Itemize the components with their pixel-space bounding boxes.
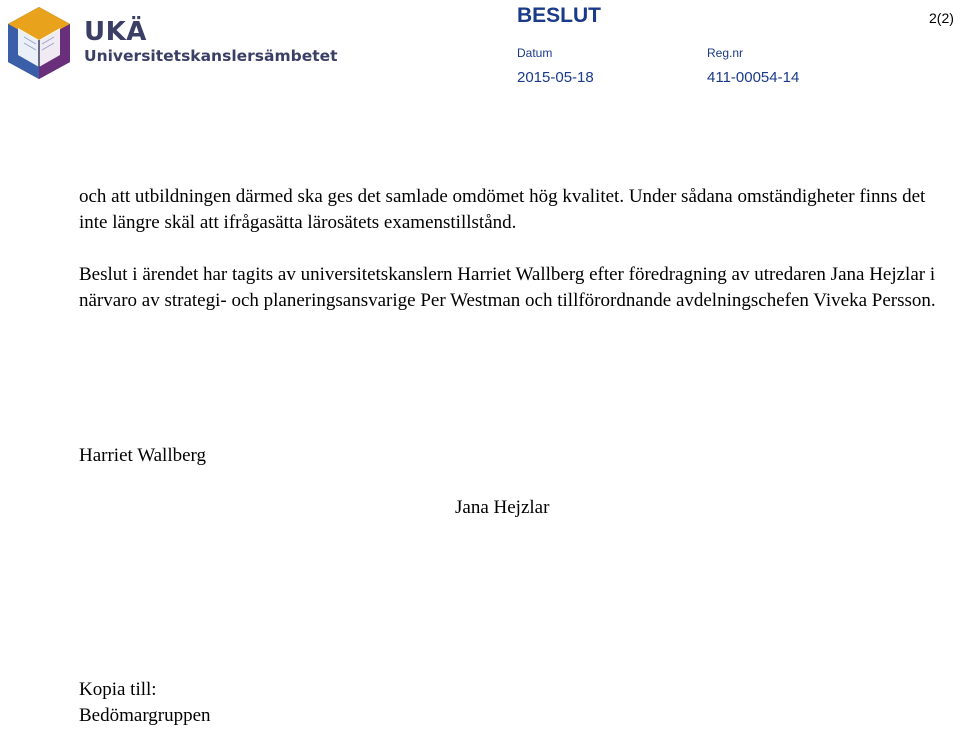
signature-harriet-wallberg: Harriet Wallberg xyxy=(79,445,207,466)
body-paragraph-1: och att utbildningen därmed ska ges det samlade omdömet hög kvalitet. Under sådana omständigheter finns det inte längre skäl att ifrågasätta lärosätets examenstillstånd. xyxy=(79,186,926,233)
page-number: 2(2) xyxy=(929,10,954,26)
signature-jana-hejzlar: Jana Hejzlar xyxy=(455,497,550,518)
copy-to-label: Kopia till: xyxy=(79,679,157,700)
body-paragraph-2: Beslut i ärendet har tagits av universitetskanslern Harriet Wallberg efter föredragning av utredaren Jana Hejzlar i närvaro av strategi- och planeringsansvarige Per Westman och tillförordnande avdelningschefen Viveka Persson. xyxy=(79,264,936,311)
date-label: Datum xyxy=(517,46,553,60)
logo-abbreviation: UKÄ xyxy=(84,17,147,47)
document-type-title: BESLUT xyxy=(517,4,601,27)
uka-logo-icon xyxy=(6,5,72,81)
registration-number-value: 411-00054-14 xyxy=(707,69,800,86)
copy-recipient: Bedömargruppen xyxy=(79,705,211,726)
registration-number-label: Reg.nr xyxy=(707,46,744,60)
logo-organisation-name: Universitetskanslersämbetet xyxy=(84,47,338,65)
date-value: 2015-05-18 xyxy=(517,69,594,86)
